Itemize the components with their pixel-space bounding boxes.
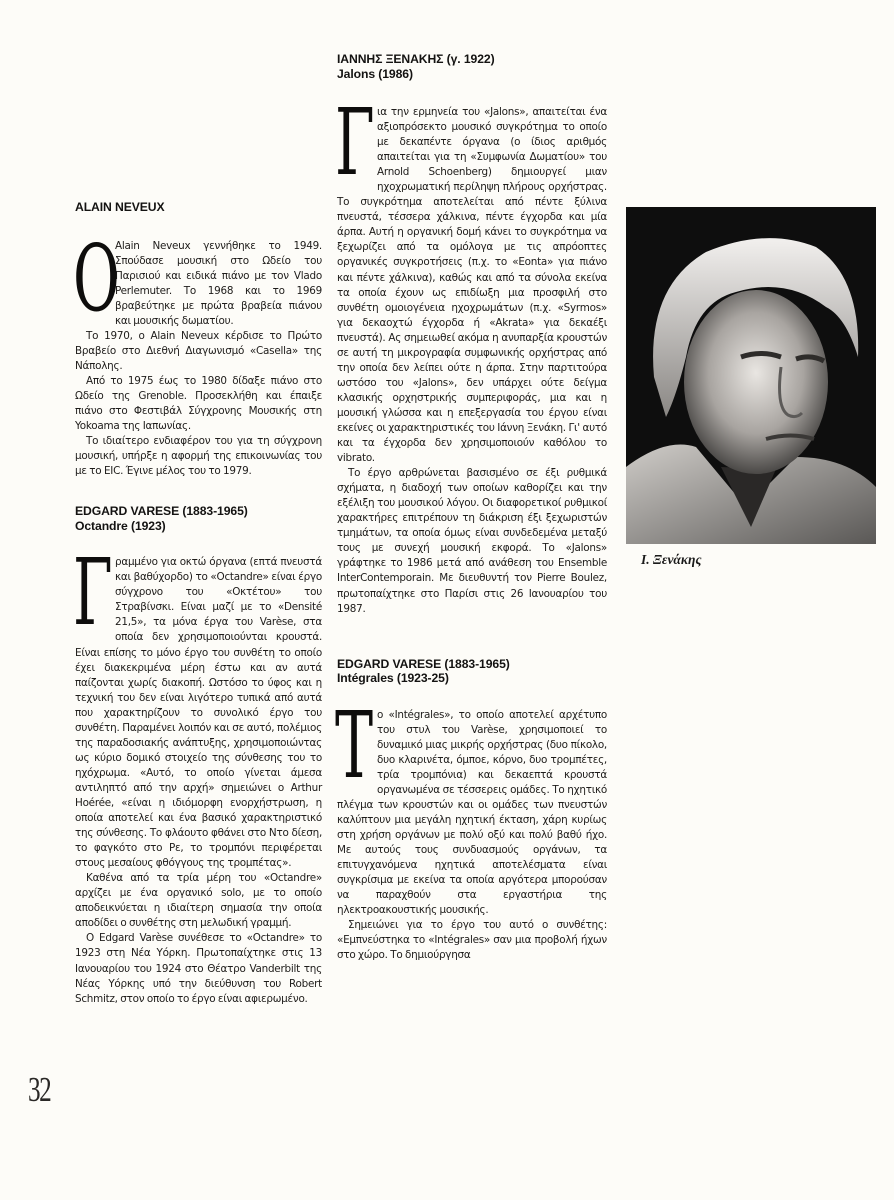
right-column [626, 207, 876, 568]
paragraph: Το 1970, ο Alain Neveux κέρδισε το Πρώτο Βραβείο στο Διεθνή Διαγωνισμό «Casella» της Νάπολης. [75, 329, 322, 372]
paragraph: ο «Intégrales», το οποίο αποτελεί αρχέτυπο του στυλ του Varèse, χρησιμοποιεί το δυναμικό μιας μικρής ορχήστρας (δυο πίκολο, δυο κλαρινέτα, όμποε, κόρνο, δυο τρομπέτες, τρία τρομπόνια) και δεκαεπτά κρουστά οργανωμένα σε τέσσερεις ομάδες. Το ηχητικό πλέγμα των κρουστών και οι ομάδες των πνευστών καλύπτουν μια μεγάλη ηχητική έκταση, χάρη κυρίως στη χρήση οργάνων με πολύ οξύ και πολύ βαθύ ήχο. Με αυτούς τους συνδυασμούς οργάνων, τα επιτυγχανόμενα ηχητικά αποτελέσματα είναι συγκρίσιμα με εκείνα τα οποία αργότερα μπορούσαν να παραχθούν στα εργαστήρια της ηλεκτροακουστικής μουσικής. [337, 708, 607, 917]
heading-line-2: Intégrales (1923-25) [337, 671, 449, 686]
article-body [335, 691, 607, 964]
heading-line-1: ΙΑΝΝΗΣ ΞΕΝΑΚΗΣ (γ. 1922) [337, 52, 495, 66]
article-body [335, 89, 607, 617]
paragraph: ραμμένο για οκτώ όργανα (επτά πνευστά και βαθύχορδο) το «Octandre» είναι έργο σύγχρονο του «Οκτέτου» του Στραβίνσκι. Είναι μαζί με το «Densité 21,5», τα μόνα έργα του Varèse, στα οποία δεν χρησιμοποιούνται κρουστά. Είναι επίσης το μόνο έργο του συνθέτη το οποίο έχει διακεκριμένα μέρη έστω και αν αυτά παίζονται χωρίς διακοπή. Ωστόσο το ύφος και η τεχνική του δεν είναι λιγότερο τυπικά από αυτά που χαρακτηρίζουν το συνολικό έργο του συνθέτη. Παραμένει λοιπόν και σε αυτό, πολέμιος της παραδοσιακής ανάπτυξης, χρησιμοποιώντας ως κύριο δομικό στοιχείο της σύνθεσης του το ηχόχρωμα. «Αυτό, το οποίο γίνεται άμεσα αντιληπτό από την αρχή» σημειώνει ο Arthur Hoérée, «είναι η ιδιόμορφη ενορχήστρωση, η οποία αποτελεί και ένα βασικό χαρακτηριστικό της σύνθεσης. Το φλάουτο φθάνει στο Ντο δίεση, το φαγκότο στο Ρε, το τρομπόνι περιφέρεται στους μεσαίους φθόγγους της τρομπέτας». [75, 556, 322, 870]
drop-cap: Τ [335, 691, 373, 799]
paragraph: Το έργο αρθρώνεται βασισμένο σε έξι ρυθμικά σχήματα, η διαδοχή των οποίων καθορίζει και την εξέλιξη του μουσικού λόγου. Οι διαφορετικοί ρυθμικοί χαρακτήρες επιτρέπουν τη διάκριση έξι ξεχωριστών τμημάτων, τα οποία όμως είναι συνδεδεμένα μεταξύ τους με συνεχή μουσική εκφορά. Το «Jalons» γράφτηκε το 1986 μετά από ανάθεση του Ensemble InterContemporain. Με διευθυντή τον Pierre Boulez, πρωτοπαίχτηκε στο Παρίσι στις 26 Ιανουαρίου του 1987. [337, 467, 607, 615]
heading-line-2: Octandre (1923) [75, 518, 166, 533]
portrait-image [626, 207, 876, 544]
article-heading [75, 504, 322, 533]
heading-line-1: EDGARD VARESE (1883-1965) [75, 504, 248, 519]
paragraph: ια την ερμηνεία του «Jalons», απαιτείται ένα αξιοπρόσεκτο μουσικό συγκρότημα το οποίο με δεκαπέντε όργανα (ο ίδιος αριθμός απαιτείται για τη «Συμφωνία Δωματίου» του Arnold Schoenberg) δημιουργεί μιαν ηχοχρωματική περίληψη πλήρους ορχήστρας. Το συγκρότημα αποτελείται από πέντε ξύλινα πνευστά, τέσσερα χάλκινα, πέντε έγχορδα και μία άρπα. Αυτή η οργανική δομή κάνει το συγκρότημα να ξεχωρίζει από τα ομόλογα με τις απρόοπτες οργανικές συγκροτήσεις (π.χ. το «Eonta» για πιάνο και πέντε χάλκινα), καθώς και από τα σύνολα εκείνα τα οποία έχουν ως επιδίωξη μια προσφιλή στο συνθέτη ομοιογένεια ηχοχρωμάτων (π.χ. «Syrmos» για δεκαοχτώ έγχορδα ή «Akrata» για δεκαέξι πνευστά). Ας σημειωθεί ακόμα η ανυπαρξία κρουστών σε αυτή τη μικρογραφία συμφωνικής ορχήστρας από την οποία δεν λείπει ούτε η άρπα. Στην παρτιτούρα ωστόσο του «Jalons», δεν υπάρχει ούτε δείγμα κλασικής ορχηστρικής συμπεριφοράς, μια και η μουσική γλώσσα και η επεξεργασία του έργου είναι εκείνες οι χαρακτηριστικές του Ιάννη Ξενάκη. Γι' αυτό και τα έγχορδα δεν χρησιμοποιούν καθόλου το vibrato. [337, 106, 607, 465]
heading-line-2: Jalons (1986) [337, 66, 413, 81]
paragraph: Alain Neveux γεννήθηκε το 1949. Σπούδασε μουσική στο Ωδείο του Παρισιού και ειδικά πιάνο με τον Vlado Perlemuter. Το 1968 και το 1969 βραβεύτηκε με πρώτα βραβεία πιάνου και μουσικής δωματίου. [115, 239, 322, 327]
paragraph: Ο Edgard Varèse συνέθεσε το «Octandre» το 1923 στη Νέα Υόρκη. Πρωτοπαίχτηκε στις 13 Ιανουαρίου του 1924 στο Θέατρο Vanderbilt της Νέας Υόρκης υπό την διεύθυνση του Robert Schmitz, στον οποίο το έργο είναι αφιερωμένο. [75, 932, 322, 1005]
article-heading [75, 200, 322, 215]
article-body [73, 539, 322, 1006]
portrait-figure [626, 207, 876, 568]
article-integrales [337, 657, 607, 964]
paragraph: Σημειώνει για το έργο του αυτό ο συνθέτης: «Εμπνεύστηκα το «Intégrales» σαν μια προβολή ήχων στο χώρο. Το δημιούργησα [337, 919, 607, 962]
article-alain-neveux [75, 200, 322, 479]
drop-cap: O [73, 224, 120, 332]
article-body [73, 224, 322, 480]
article-heading [337, 657, 607, 686]
face [684, 290, 828, 474]
portrait-photo [626, 207, 876, 544]
drop-cap: Γ [73, 539, 113, 647]
left-column [75, 200, 322, 1007]
article-heading [337, 52, 607, 81]
heading-line-1: EDGARD VARESE (1883-1965) [337, 656, 510, 671]
article-octandre [75, 504, 322, 1006]
paragraph: Καθένα από τα τρία μέρη του «Octandre» αρχίζει με ένα οργανικό solo, με το οποίο αποδεικνύεται η ιδιαίτερη σημασία την οποία αποδίδει ο συνθέτης στη μελωδική γραμμή. [75, 872, 322, 930]
paragraph: Το ιδιαίτερο ενδιαφέρον του για τη σύγχρονη μουσική, υπήρξε η αφορμή της επικοινωνίας του με το EIC. Έγινε μέλος του το 1979. [75, 435, 322, 478]
photo-caption: Ι. Ξενάκης [641, 552, 702, 567]
drop-cap: Γ [335, 89, 375, 196]
page-number: 32 [28, 1070, 51, 1109]
heading-line-1: ALAIN NEVEUX [75, 200, 165, 214]
middle-column [337, 52, 607, 963]
article-jalons [337, 52, 607, 617]
paragraph: Από το 1975 έως το 1980 δίδαξε πιάνο στο Ωδείο της Grenoble. Προσεκλήθη και έπαιξε πιάνο στο Φεστιβάλ Σύγχρονης Μουσικής στη Yokoama της Ιαπωνίας. [75, 374, 322, 433]
